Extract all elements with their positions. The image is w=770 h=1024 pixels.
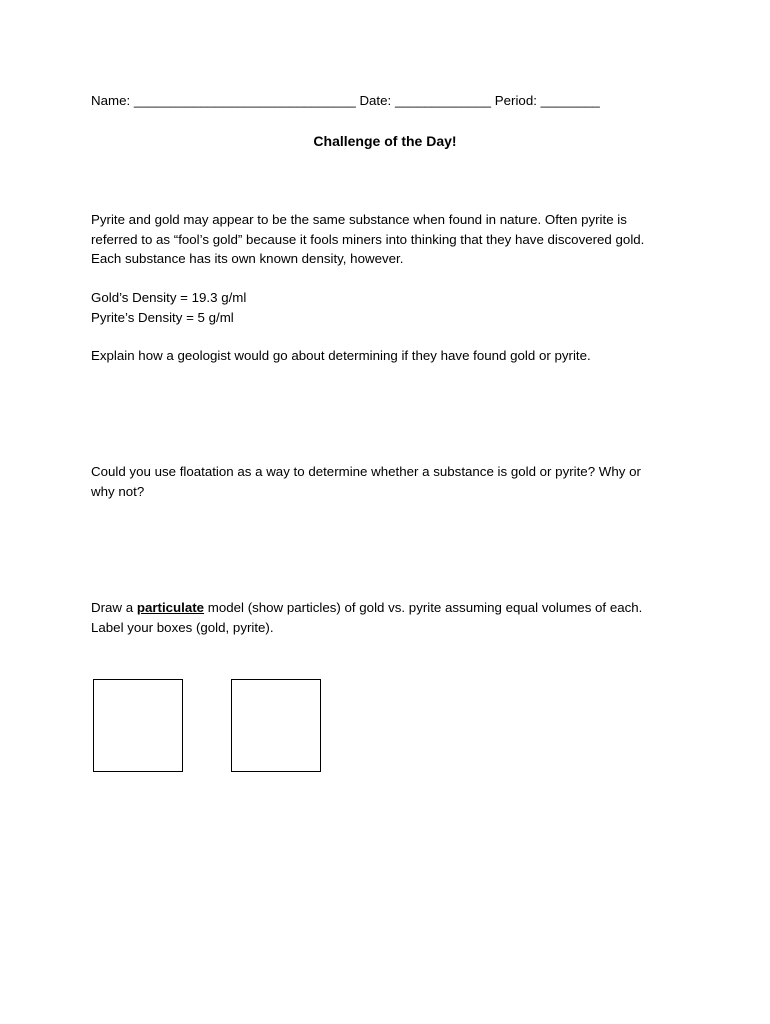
question-3-line-1 — [91, 598, 642, 618]
intro-line-2: referred to as “fool’s gold” because it fools miners into thinking that they have discovered gold. — [91, 231, 645, 247]
name-label: Name: — [91, 93, 131, 108]
question-3-line-2: Label your boxes (gold, pyrite). — [91, 619, 274, 635]
question-1: Explain how a geologist would go about determining if they have found gold or pyrite. — [91, 348, 591, 363]
student-info-line — [91, 91, 600, 111]
question-2-line-1: Could you use floatation as a way to determine whether a substance is gold or pyrite? Why or — [91, 464, 641, 479]
question-3-suffix: model (show particles) of gold vs. pyrite assuming equal volumes of each. — [207, 600, 643, 615]
question-2-line-2: why not? — [91, 483, 145, 499]
intro-line-1: Pyrite and gold may appear to be the same substance when found in nature. Often pyrite is — [91, 212, 627, 227]
name-blank: ______________________________ — [133, 93, 356, 108]
question-3-emphasis: particulate — [136, 600, 205, 615]
gold-density: Gold’s Density = 19.3 g/ml — [91, 290, 247, 305]
drawing-box-2[interactable] — [231, 679, 321, 772]
pyrite-density: Pyrite’s Density = 5 g/ml — [91, 309, 234, 325]
page-title: Challenge of the Day! — [313, 133, 457, 149]
date-label: Date: — [359, 93, 392, 108]
intro-line-3: Each substance has its own known density, however. — [91, 251, 404, 266]
period-label: Period: — [494, 93, 537, 108]
date-blank: _____________ — [394, 93, 492, 108]
drawing-box-1[interactable] — [93, 679, 183, 772]
period-blank: ________ — [540, 93, 600, 108]
question-3-prefix: Draw a — [91, 600, 134, 615]
